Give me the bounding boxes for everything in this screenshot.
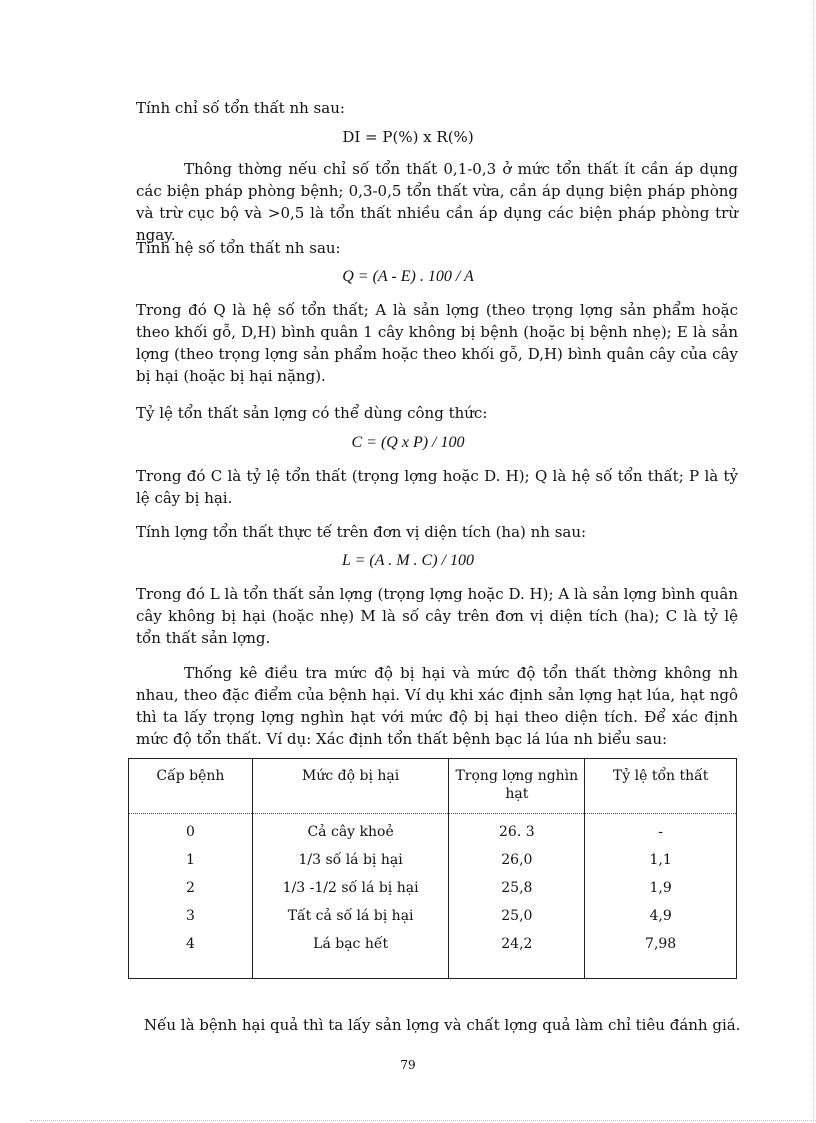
cell-damage: Cả cây khoẻ	[252, 814, 449, 847]
paragraph-intro-l: Tính lợng tổn thất thực tế trên đơn vị diện tích (ha) nh sau:	[136, 523, 587, 541]
table-filler-row	[129, 958, 737, 979]
cell-damage: 1/3 -1/2 số lá bị hại	[252, 874, 449, 902]
cell-weight: 26,0	[449, 846, 585, 874]
cell-loss: -	[585, 814, 737, 847]
cell-weight: 25,8	[449, 874, 585, 902]
paragraph-intro-di: Tính chỉ số tổn thất nh sau:	[136, 99, 345, 117]
cell-damage: Tất cả số lá bị hại	[252, 902, 449, 930]
table-row	[129, 874, 737, 902]
cell-level: 4	[129, 930, 253, 958]
formula-q: Q = (A - E) . 100 / A	[342, 268, 474, 285]
cell-loss: 1,9	[585, 874, 737, 902]
table-row	[129, 814, 737, 847]
cell-weight: 25,0	[449, 902, 585, 930]
page-right-divider	[813, 0, 814, 1123]
header-disease-level: Cấp bệnh	[129, 759, 253, 814]
formula-l: L = (A . M . C) / 100	[342, 552, 474, 569]
cell-level: 0	[129, 814, 253, 847]
page-bottom-divider	[30, 1120, 816, 1121]
table-row	[129, 902, 737, 930]
cell-damage: Lá bạc hết	[252, 930, 449, 958]
paragraph-survey: Thống kê điều tra mức độ bị hại và mức độ tổn thất thờng không nh nhau, theo đặc điểm của bệnh hại. Ví dụ khi xác định sản lợng hạt lúa, hạt ngô thì ta lấy trọng lợng nghìn hạt với mức độ bị hại theo diện tích. Để xác định mức độ tổn thất. Ví dụ: Xác định tổn thất bệnh bạc lá lúa nh biểu sau:	[136, 664, 738, 748]
paragraph-q-explanation: Trong đó Q là hệ số tổn thất; A là sản lợng (theo trọng lợng sản phẩm hoặc theo khối gỗ, D,H) bình quân 1 cây không bị bệnh (hoặc bị bệnh nhẹ); E là sản lợng (theo trọng lợng sản phẩm hoặc theo khối gỗ, D,H) bình quân cây của cây bị hại (hoặc bị hại nặng).	[136, 301, 738, 385]
cell-level: 3	[129, 902, 253, 930]
loss-table	[128, 758, 737, 979]
formula-di: DI = P(%) x R(%)	[342, 128, 474, 146]
paragraph-c-explanation: Trong đó C là tỷ lệ tổn thất (trọng lợng hoặc D. H); Q là hệ số tổn thất; P là tỷ lệ cây bị hại.	[136, 467, 738, 507]
cell-weight: 26. 3	[449, 814, 585, 847]
header-thousand-grain-weight: Trọng lợng nghìn hạt	[449, 759, 585, 814]
cell-level: 1	[129, 846, 253, 874]
cell-level: 2	[129, 874, 253, 902]
closing-paragraph: Nếu là bệnh hại quả thì ta lấy sản lợng và chất lợng quả làm chỉ tiêu đánh giá.	[144, 1016, 741, 1034]
table-row	[129, 930, 737, 958]
header-loss-ratio: Tỷ lệ tổn thất	[585, 759, 737, 814]
paragraph-intro-c: Tỷ lệ tổn thất sản lợng có thể dùng công thức:	[136, 404, 488, 422]
cell-loss: 4,9	[585, 902, 737, 930]
paragraph-intro-q: Tính hệ số tổn thất nh sau:	[136, 239, 341, 257]
cell-loss: 7,98	[585, 930, 737, 958]
header-damage-degree: Mức độ bị hại	[252, 759, 449, 814]
paragraph-di-thresholds: Thông thờng nếu chỉ số tổn thất 0,1-0,3 ở mức tổn thất ít cần áp dụng các biện pháp phòng bệnh; 0,3-0,5 tổn thất vừa, cần áp dụng biện pháp phòng và trừ cục bộ và >0,5 là tổn thất nhiều cần áp dụng các biện pháp phòng trừ ngay.	[136, 160, 738, 244]
cell-damage: 1/3 số lá bị hại	[252, 846, 449, 874]
table-header-row	[129, 759, 737, 814]
paragraph-l-explanation: Trong đó L là tổn thất sản lợng (trọng lợng hoặc D. H); A là sản lợng bình quân cây không bị hại (hoặc nhẹ) M là số cây trên đơn vị diện tích (ha); C là tỷ lệ tổn thất sản lợng.	[136, 585, 738, 647]
cell-weight: 24,2	[449, 930, 585, 958]
table-row	[129, 846, 737, 874]
page-number: 79	[400, 1058, 416, 1072]
formula-c: C = (Q x P) / 100	[351, 434, 465, 451]
cell-loss: 1,1	[585, 846, 737, 874]
